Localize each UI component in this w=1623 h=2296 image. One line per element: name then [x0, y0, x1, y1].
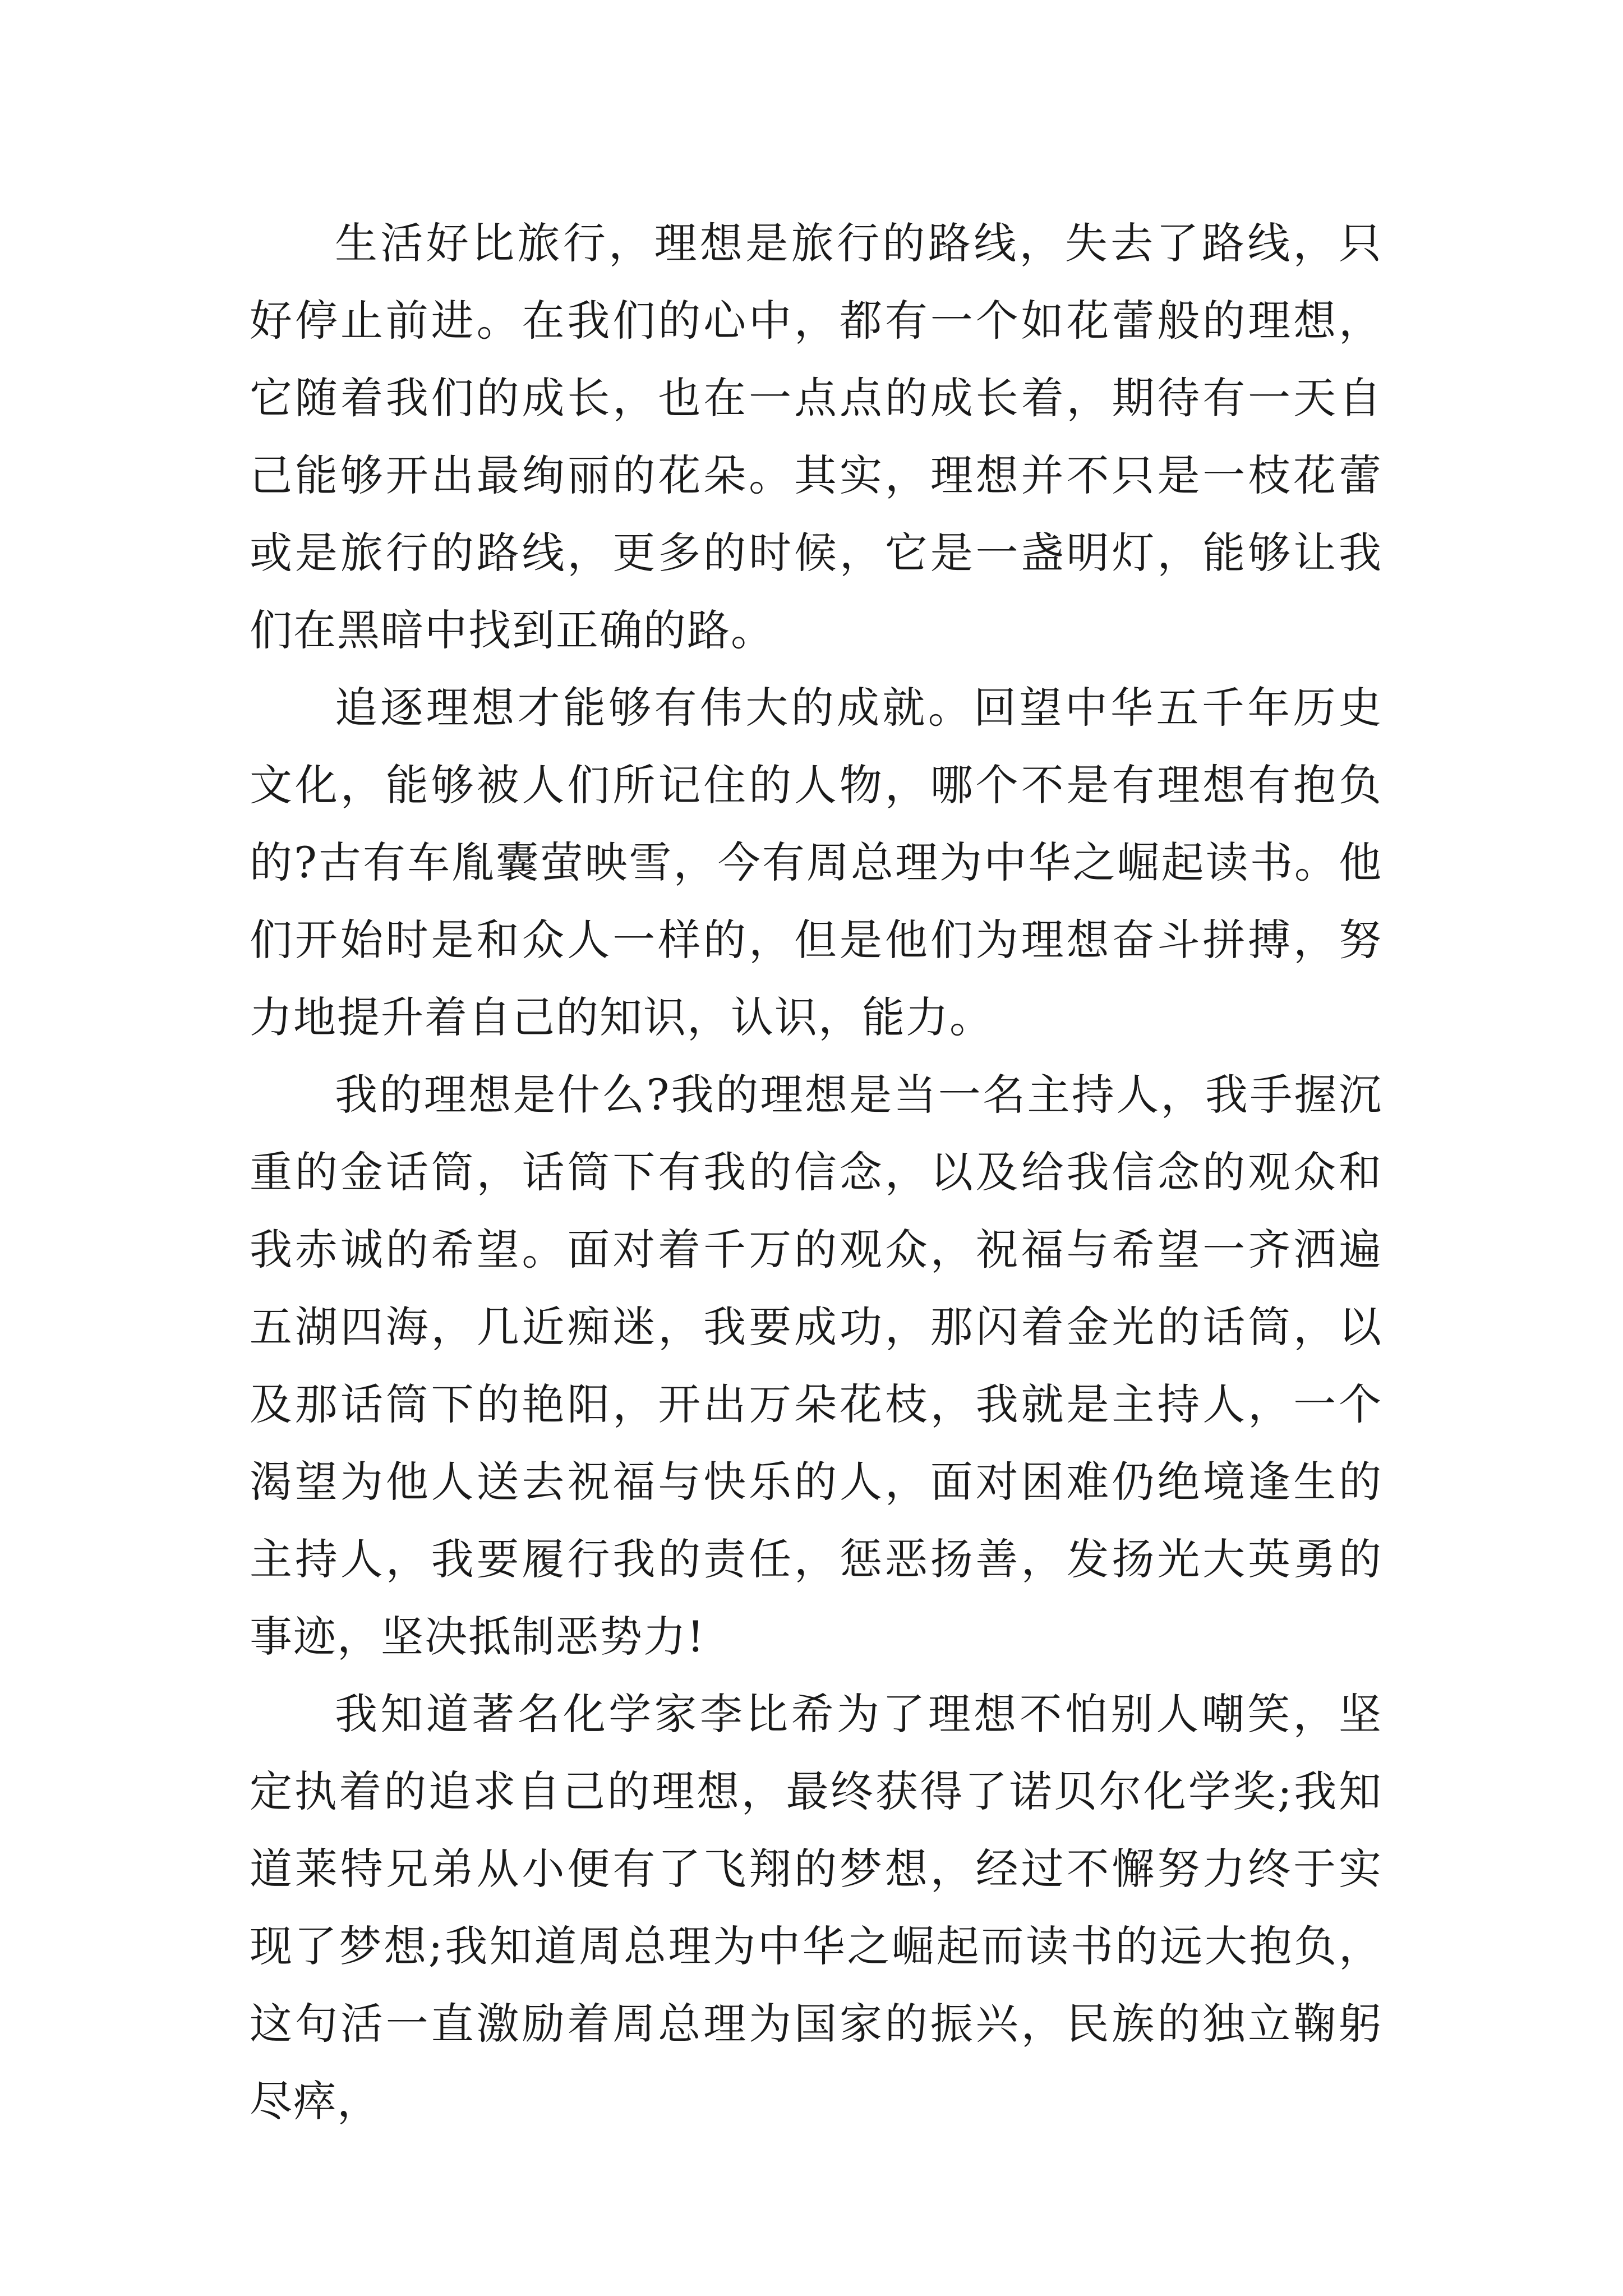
paragraph-3: 我的理想是什么?我的理想是当一名主持人，我手握沉重的金话筒，话筒下有我的信念，以及给我信念的观众和我赤诚的希望。面对着千万的观众，祝福与希望一齐洒遍五湖四海，几近痴迷，我要成功，那闪着金光的话筒，以及那话筒下的艳阳，开出万朵花枝，我就是主持人，一个渴望为他人送去祝福与快乐的人，面对困难仍绝境逢生的主持人，我要履行我的责任，惩恶扬善，发扬光大英勇的事迹，坚决抵制恶势力! — [250, 1070, 1382, 1662]
paragraph-2: 追逐理想才能够有伟大的成就。回望中华五千年历史文化，能够被人们所记住的人物，哪个不是有理想有抱负的?古有车胤囊萤映雪，今有周总理为中华之崛起读书。他们开始时是和众人一样的，但是他们为理想奋斗拼搏，努力地提升着自己的知识，认识，能力。 — [250, 683, 1382, 1042]
paragraph-1: 生活好比旅行，理想是旅行的路线，失去了路线，只好停止前进。在我们的心中，都有一个如花蕾般的理想，它随着我们的成长，也在一点点的成长着，期待有一天自己能够开出最绚丽的花朵。其实，理想并不只是一枝花蕾或是旅行的路线，更多的时候，它是一盏明灯，能够让我们在黑暗中找到正确的路。 — [250, 218, 1382, 655]
essay-body — [250, 205, 1382, 2140]
paragraph-4: 我知道著名化学家李比希为了理想不怕别人嘲笑，坚定执着的追求自己的理想，最终获得了诺贝尔化学奖;我知道莱特兄弟从小便有了飞翔的梦想，经过不懈努力终于实现了梦想;我知道周总理为中华之崛起而读书的远大抱负，这句活一直激励着周总理为国家的振兴，民族的独立鞠躬尽瘁， — [250, 1689, 1382, 2126]
